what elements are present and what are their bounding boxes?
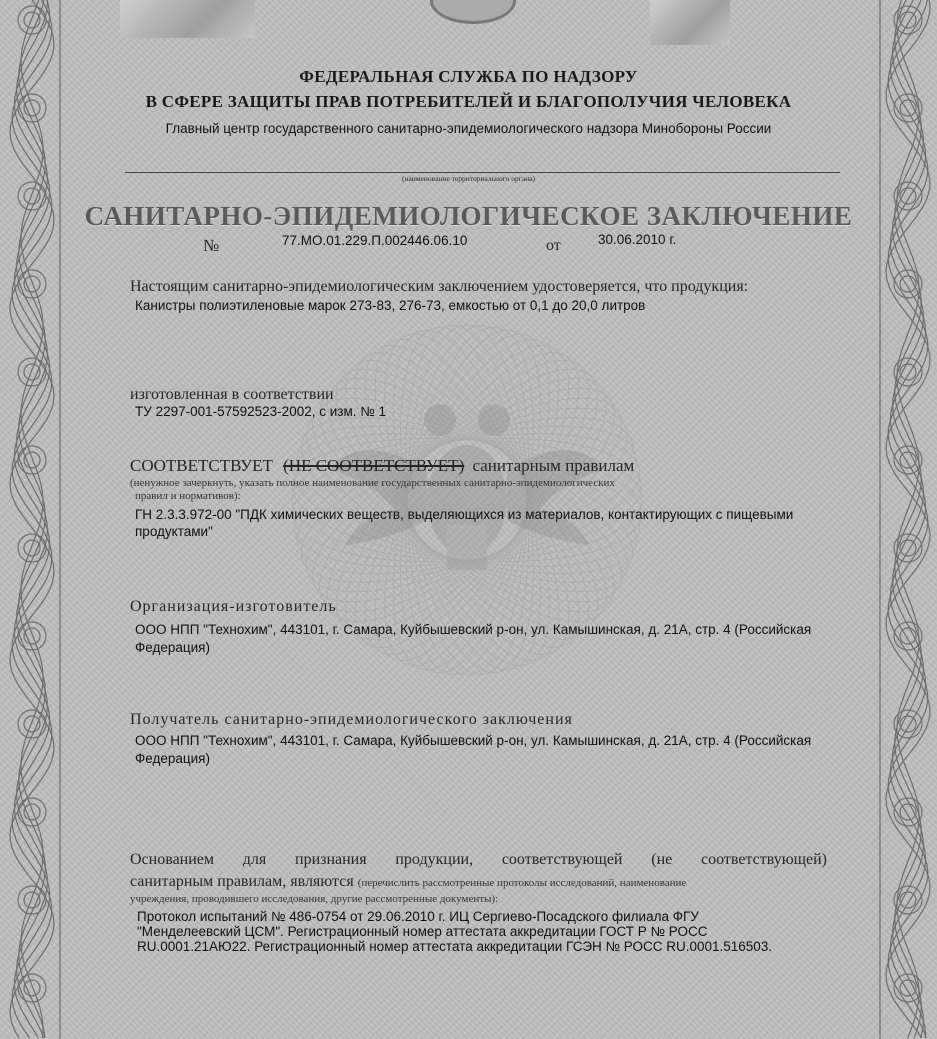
basis-line2-hint: (перечислить рассмотренные протоколы исследований, наименование (357, 877, 687, 889)
manufactured-label: изготовленная в соответствии (130, 386, 334, 403)
territorial-hint: (наименование территориального органа) (401, 174, 536, 183)
basis-line3-hint: учреждения, проводившего исследования, другие рассмотренные документы): (130, 893, 499, 905)
recipient-label: Получатель санитарно-эпидемиологического заключения (130, 711, 573, 728)
territorial-divider (125, 172, 840, 173)
compliance-status: СООТВЕТСТВУЕТ (130, 456, 273, 475)
document-title: САНИТАРНО-ЭПИДЕМИОЛОГИЧЕСКОЕ ЗАКЛЮЧЕНИЕ (84, 201, 853, 231)
product-intro: Настоящим санитарно-эпидемиологическим заключением удостоверяется, что продукция: (130, 278, 749, 295)
manufacturer-label: Организация-изготовитель (130, 598, 337, 615)
compliance-rules: санитарным правилам (472, 456, 635, 475)
recipient-line1: ООО НПП "Технохим", 443101, г. Самара, Куйбышевский р-он, ул. Камышинская, д. 21А, стр. 4 (Российская (135, 733, 812, 748)
number-label: № (203, 236, 220, 255)
basis-line2 (130, 873, 686, 891)
product-name: Канистры полиэтиленовые марок 273-83, 276-73, емкостью от 0,1 до 20,0 литров (135, 298, 646, 313)
agency-name-line1: ФЕДЕРАЛЬНАЯ СЛУЖБА ПО НАДЗОРУ (299, 67, 638, 86)
basis-doc-line1: Протокол испытаний № 486-0754 от 29.06.2010 г. ИЦ Сергиево-Посадского филиала ФГУ (137, 909, 699, 924)
basis-doc-line3: RU.0001.21АЮ22. Регистрационный номер аттестата аккредитации ГСЭН № РОСС RU.0001.516503. (137, 939, 773, 954)
basis-line2-main: санитарным правилам, являются (130, 873, 354, 890)
compliance-norm-line1: ГН 2.3.3.972-00 "ПДК химических веществ, выделяющихся из материалов, контактирующих с пищевыми (135, 507, 794, 522)
certificate-number: 77.МО.01.229.П.002446.06.10 (282, 233, 468, 248)
compliance-hint-line1: (ненужное зачеркнуть, указать полное наименование государственных санитарно-эпидемиологических (130, 477, 615, 489)
manufacturer-line1: ООО НПП "Технохим", 443101, г. Самара, Куйбышевский р-он, ул. Камышинская, д. 21А, стр. 4 (Российская (135, 622, 812, 637)
compliance-statement (130, 456, 634, 476)
agency-name-line2: В СФЕРЕ ЗАЩИТЫ ПРАВ ПОТРЕБИТЕЛЕЙ И БЛАГОПОЛУЧИЯ ЧЕЛОВЕКА (145, 92, 792, 111)
certificate-date: 30.06.2010 г. (598, 232, 677, 247)
manufacturer-line2: Федерация) (135, 640, 210, 655)
basis-line1: Основанием для признания продукции, соответствующей (не соответствующей) (130, 851, 827, 868)
territorial-body: Главный центр государственного санитарно-эпидемиологического надзора Минобороны России (165, 121, 772, 136)
compliance-norm-line2: продуктами" (135, 524, 213, 539)
date-label: от (546, 237, 561, 254)
compliance-hint-line2: правил и нормативов): (135, 490, 241, 502)
compliance-status-struck: (НЕ СООТВЕТСТВУЕТ) (283, 456, 465, 475)
basis-doc-line2: "Менделеевский ЦСМ". Регистрационный номер аттестата аккредитации ГОСТ Р № РОСС (137, 924, 708, 939)
manufactured-spec: ТУ 2297-001-57592523-2002, с изм. № 1 (135, 404, 386, 419)
recipient-line2: Федерация) (135, 751, 210, 766)
